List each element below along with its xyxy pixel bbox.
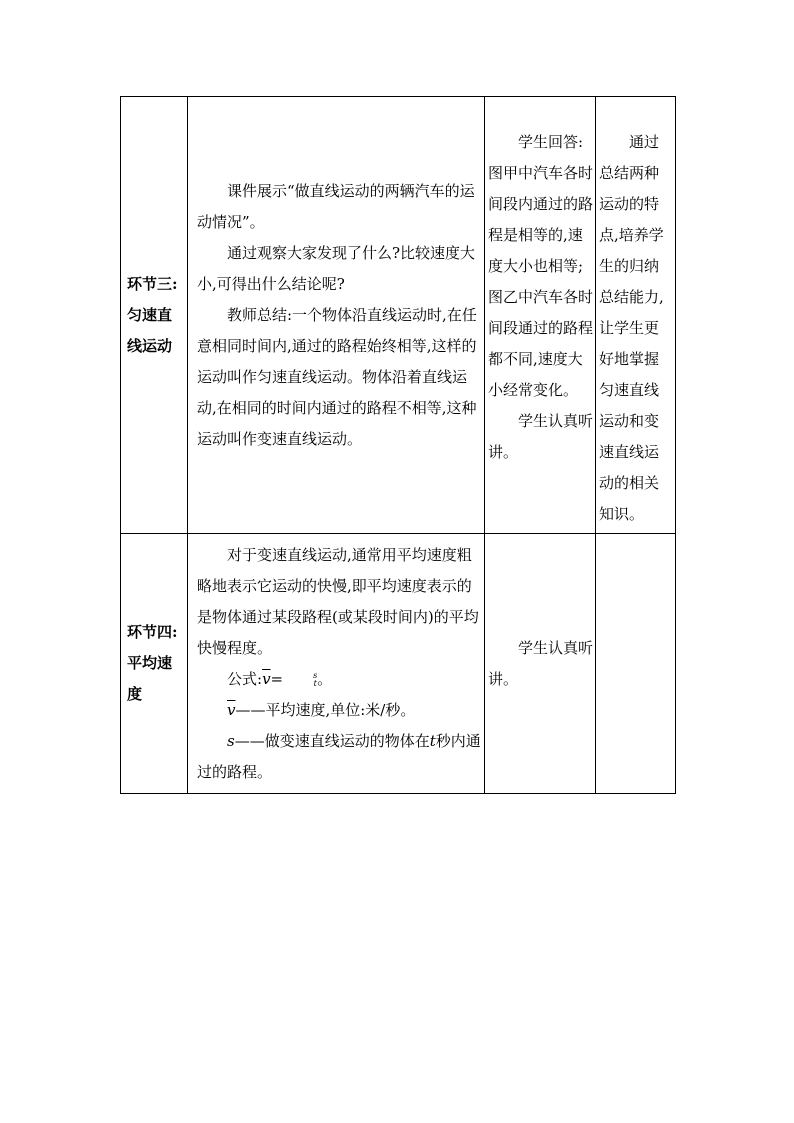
paragraph: 学生认真听讲。 [488,638,594,688]
formula-eq: = [270,669,284,688]
stage-label: 线运动 [127,336,173,355]
paragraph: 对于变速直线运动,通常用平均速度粗略地表示它运动的快慢,即平均速度表示的是物体通过某段路程(或某段时间内)的平均快慢程度。 [197,545,479,657]
paragraph: 学生回答:图甲中汽车各时间段内通过的路程是相等的,速度大小也相等;图乙中汽车各时间段通过的路程都不同,速度大小经常变化。 [488,133,594,399]
formula-denominator: t [313,678,317,688]
formula-v: $\overline{v}$ [262,669,271,688]
s-definition [197,726,482,788]
s-text: ——做变速直线运动的物体在 [234,731,430,750]
stage-cell [121,534,188,794]
v-text: ——平均速度,单位:米/秒。 [235,700,416,719]
stage-label: 度 [127,685,143,703]
paragraph: 教师总结:一个物体沿直线运动时,在任意相同时间内,通过的路程始终相等,这样的运动叫作匀速直线运动。物体沿着直线运动,在相同的时间内通过的路程不相等,这种运动叫作变速直线运动。 [197,305,477,448]
table-row [121,534,676,794]
formula-numerator: s [313,670,318,680]
stage-label: 匀速直 [127,305,173,324]
t-symbol: t [429,731,436,750]
v-symbol: $\overline{v}$ [227,700,236,719]
paragraph: 通过观察大家发现了什么?比较速度大小,可得出什么结论呢? [197,243,476,293]
formula-end: 。 [317,669,333,688]
design-intent-cell [596,97,676,534]
stage-label: 平均速 [127,654,173,672]
paragraph: 课件展示“做直线运动的两辆汽车的运动情况”。 [197,181,475,231]
design-intent-cell [596,534,676,794]
s-text-end: 秒内通过的路程。 [197,731,481,781]
stage-label: 环节四: [127,623,178,641]
teacher-activity-cell [188,534,485,794]
paragraph: 通过总结两种运动的特点,培养学生的归纳总结能力,让学生更好地掌握匀速直线运动和变速直线运动的相关知识。 [599,133,664,523]
paragraph: 学生认真听讲。 [488,412,594,461]
student-activity-cell [485,534,596,794]
student-activity-cell [485,97,596,534]
table-row [121,97,676,534]
v-definition [197,695,482,726]
lesson-table [120,96,676,794]
s-symbol: s [227,731,235,750]
teacher-activity-cell [188,97,485,534]
formula-label: 公式: [227,669,263,688]
formula-fraction [283,672,317,688]
formula [197,664,482,695]
stage-cell [121,97,188,534]
stage-label: 环节三: [127,274,178,293]
